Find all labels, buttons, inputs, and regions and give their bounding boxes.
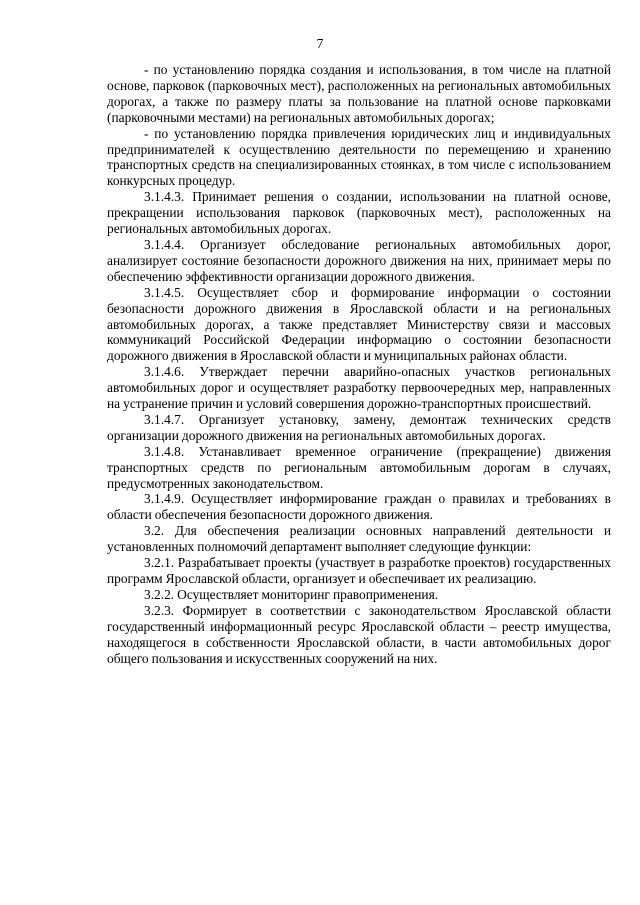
paragraph-3-1-4-8: 3.1.4.8. Устанавливает временное ограничение (прекращение) движения транспортных средств по региональным автомобильным дорогам в случаях, предусмотренных законодательством. bbox=[107, 443, 611, 491]
document-body bbox=[107, 62, 611, 666]
paragraph-3-1-4-3: 3.1.4.3. Принимает решения о создании, использовании на платной основе, прекращении использования парковок (парковочных мест), расположенных на региональных автомобильных дорогах. bbox=[107, 189, 611, 237]
paragraph-3-1-4-5: 3.1.4.5. Осуществляет сбор и формирование информации о состоянии безопасности дорожного движения в Ярославской области и на региональных автомобильных дорогах, а также представляет Министерству связи и массовых коммуникаций Российской Федерации информацию о состоянии безопасности дорожного движения в Ярославской области и муниципальных районах области. bbox=[107, 284, 611, 364]
paragraph-3-2-1: 3.2.1. Разрабатывает проекты (участвует в разработке проектов) государственных программ Ярославской области, организует и обеспечивает их реализацию. bbox=[107, 555, 611, 586]
paragraph-3-1-4-4: 3.1.4.4. Организует обследование региональных автомобильных дорог, анализирует состояние безопасности дорожного движения на них, принимает меры по обеспечению эффективности организации дорожного движения. bbox=[107, 236, 611, 284]
paragraph-3-2-3: 3.2.3. Формирует в соответствии с законодательством Ярославской области государственный информационный ресурс Ярославской области – реестр имущества, находящегося в собственности Ярославской области, в части автомобильных дорог общего пользования и искусственных сооружений на них. bbox=[107, 602, 611, 666]
paragraph-3-1-4-7: 3.1.4.7. Организует установку, замену, демонтаж технических средств организации дорожного движения на региональных автомобильных дорогах. bbox=[107, 411, 611, 443]
paragraph-parking-order: - по установлению порядка создания и использования, в том числе на платной основе, парковок (парковочных мест), расположенных на региональных автомобильных дорогах, а также по размеру платы за пользование на платной основе парковками (парковочными местами) на региональных автомобильных дорогах; bbox=[107, 62, 611, 125]
paragraph-3-2: 3.2. Для обеспечения реализации основных направлений деятельности и установленных полномочий департамент выполняет следующие функции: bbox=[107, 523, 611, 555]
paragraph-3-2-2: 3.2.2. Осуществляет мониторинг правоприменения. bbox=[144, 586, 439, 602]
paragraph-3-1-4-9: 3.1.4.9. Осуществляет информирование граждан о правилах и требованиях в области обеспечения безопасности дорожного движения. bbox=[107, 491, 611, 523]
page-number: 7 bbox=[316, 36, 324, 51]
paragraph-vehicle-storage: - по установлению порядка привлечения юридических лиц и индивидуальных предпринимателей к осуществлению деятельности по перемещению и хранению транспортных средств на специализированных стоянках, в том числе с использованием конкурсных процедур. bbox=[107, 125, 611, 189]
paragraph-3-1-4-6: 3.1.4.6. Утверждает перечни аварийно-опасных участков региональных автомобильных дорог и осуществляет разработку первоочередных мер, направленных на устранение причин и условий совершения дорожно-транспортных происшествий. bbox=[107, 364, 611, 412]
